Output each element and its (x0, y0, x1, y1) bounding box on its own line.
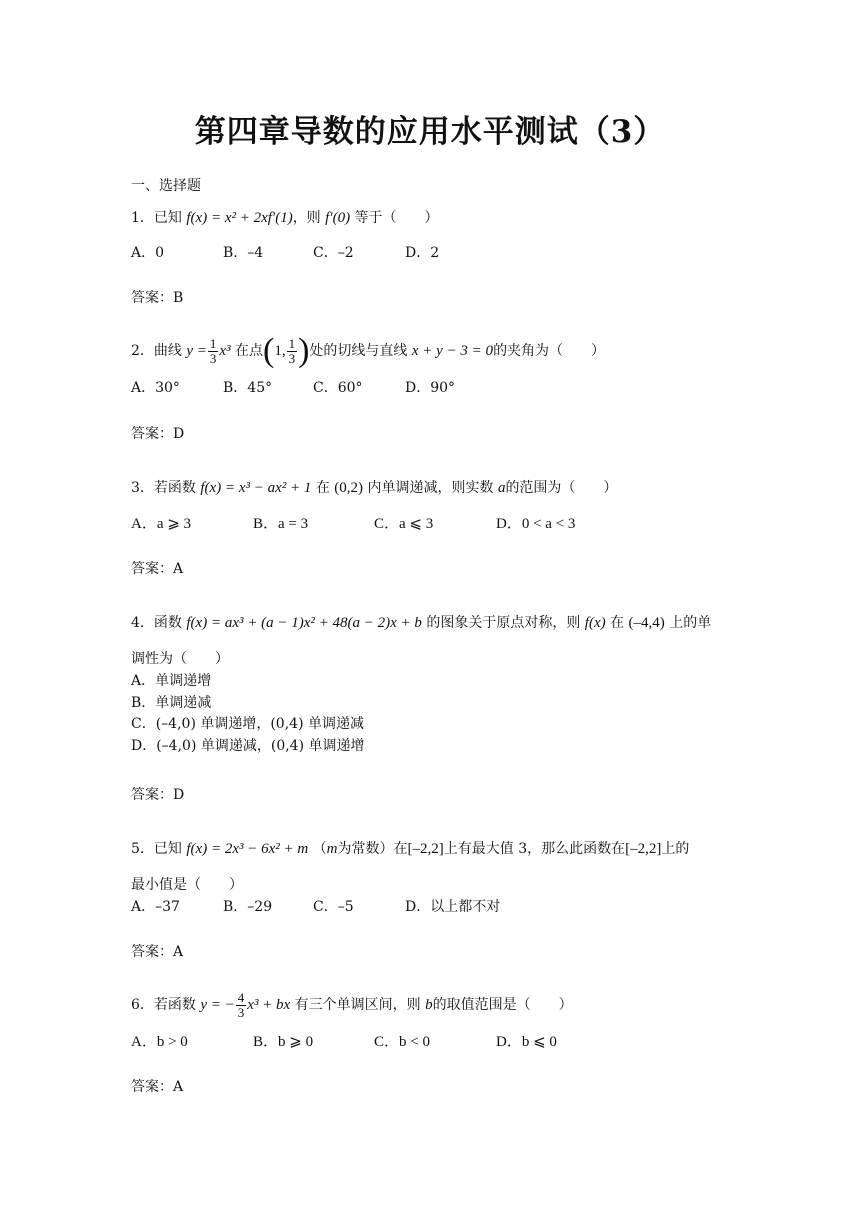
q2-option-c: C．60° (313, 380, 363, 396)
question-3 (131, 478, 617, 498)
q1-answer: 答案：B (131, 290, 184, 306)
q3-tail: 的范围为（ ） (505, 480, 618, 496)
q3-option-c: C．a ⩽ 3 (374, 516, 434, 532)
q2-x3: x³ (219, 343, 231, 359)
q1-option-b: B．–4 (223, 245, 264, 261)
q6-frac-den: 3 (237, 1004, 245, 1020)
q5-m: m (326, 841, 338, 857)
q4-line2: 调性为（ ） (131, 651, 229, 667)
q5-option-c: C．–5 (313, 899, 354, 915)
q4-mid1: 的图象关于原点对称，则 (426, 615, 581, 631)
q4-tail: 上的单 (669, 615, 712, 631)
question-6 (131, 987, 573, 1023)
section-heading: 一、选择题 (131, 178, 201, 194)
q6-option-c: C．b < 0 (374, 1034, 430, 1050)
question-4 (131, 613, 711, 633)
q5-mid1: （ (312, 841, 327, 857)
q6-answer: 答案：A (131, 1079, 184, 1095)
q2-mid: 在点 (235, 343, 264, 359)
q3-options (131, 514, 575, 534)
q2-frac-num: 1 (209, 335, 217, 351)
q1-tail: 等于（ ） (354, 210, 439, 226)
q5-mid3: 上有最大值 3，那么此函数在 (443, 841, 626, 857)
q4-option-c: C．(–4,0) 单调递增，(0,4) 单调递减 (131, 716, 364, 732)
q5-answer: 答案：A (131, 944, 184, 960)
q5-option-d: D．以上都不对 (405, 899, 501, 915)
q2-line-expr: x + y − 3 = 0 (411, 343, 494, 359)
q4-answer: 答案：D (131, 787, 185, 803)
q1-option-d: D．2 (405, 245, 440, 261)
q6-num: 6．若函数 (131, 997, 196, 1013)
q6-rest: x³ + bx (247, 997, 291, 1013)
q2-tail2: 的夹角为（ ） (493, 343, 606, 359)
q3-option-d: D．0 < a < 3 (496, 516, 576, 532)
q5-line2: 最小值是（ ） (131, 877, 243, 893)
q2-frac-den: 3 (209, 350, 217, 366)
q5-interval2: [–2,2] (625, 841, 662, 857)
q2-point-a: 1, (274, 343, 286, 359)
q2-fraction (208, 337, 219, 366)
question-1 (131, 208, 439, 228)
q3-mid2: 内单调递减，则实数 (367, 480, 494, 496)
q2-point-den: 3 (288, 350, 296, 366)
q5-mid2: 为常数）在 (337, 841, 408, 857)
q4-expr: f(x) = ax³ + (a − 1)x² + 48(a − 2)x + b (186, 615, 422, 631)
q4-option-b: B．单调递减 (131, 695, 212, 711)
q6-option-b: B．b ⩾ 0 (253, 1034, 314, 1050)
q2-options (131, 378, 455, 398)
q6-option-a: A．b > 0 (131, 1034, 188, 1050)
q4-option-a: A．单调递增 (131, 673, 212, 689)
q3-num: 3．若函数 (131, 480, 196, 496)
q6-fraction (236, 991, 247, 1020)
q2-point-fraction (287, 337, 298, 366)
q5-interval1: [–2,2] (407, 841, 444, 857)
q6-frac-num: 4 (237, 989, 245, 1005)
q6-mid: 有三个单调区间，则 (294, 997, 421, 1013)
q2-num: 2．曲线 (131, 343, 182, 359)
q2-left-paren: ( (263, 332, 275, 369)
q2-right-paren: ) (298, 332, 310, 369)
q1-expr2: f′(0) (325, 210, 351, 226)
q2-option-b: B．45° (223, 380, 273, 396)
q1-expr1: f(x) = x² + 2xf′(1) (186, 210, 293, 226)
q6-lhs: y = − (200, 997, 235, 1013)
q4-mid2: 在 (610, 615, 625, 631)
q3-option-a: A．a ⩾ 3 (131, 516, 192, 532)
q5-option-b: B．–29 (223, 899, 273, 915)
q3-interval: (0,2) (334, 480, 364, 496)
q4-fx: f(x) (584, 615, 606, 631)
q5-num: 5．已知 (131, 841, 182, 857)
q4-num: 4．函数 (131, 615, 182, 631)
q1-mid: ，则 (292, 210, 321, 226)
q2-tail1: 处的切线与直线 (309, 343, 408, 359)
q1-option-a: A．0 (131, 245, 165, 261)
q3-answer: 答案：A (131, 561, 184, 577)
q1-options (131, 243, 439, 263)
q3-option-b: B．a = 3 (253, 516, 309, 532)
question-5 (131, 839, 689, 859)
q3-mid1: 在 (315, 480, 330, 496)
q4-option-d: D．(–4,0) 单调递减，(0,4) 单调递增 (131, 738, 365, 754)
q3-var: a (497, 480, 506, 496)
q5-expr: f(x) = 2x³ − 6x² + m (186, 841, 309, 857)
q6-option-d: D．b ⩽ 0 (496, 1034, 557, 1050)
q1-num: 1．已知 (131, 210, 182, 226)
q6-tail: 的取值范围是（ ） (432, 997, 573, 1013)
q2-answer: 答案：D (131, 426, 185, 442)
q2-option-a: A．30° (131, 380, 180, 396)
question-2 (131, 333, 605, 369)
q5-option-a: A．–37 (131, 899, 180, 915)
q6-options (131, 1032, 557, 1052)
q4-interval: (–4,4) (628, 615, 665, 631)
q6-var: b (425, 997, 433, 1013)
page-title: 第四章导数的应用水平测试（3） (194, 114, 666, 150)
q2-point-num: 1 (288, 335, 296, 351)
q3-expr: f(x) = x³ − ax² + 1 (200, 480, 312, 496)
q2-lhs: y = (186, 343, 207, 359)
q2-option-d: D．90° (405, 380, 456, 396)
q5-tail: 上的 (661, 841, 690, 857)
q5-options (131, 897, 500, 917)
q1-option-c: C．–2 (313, 245, 354, 261)
